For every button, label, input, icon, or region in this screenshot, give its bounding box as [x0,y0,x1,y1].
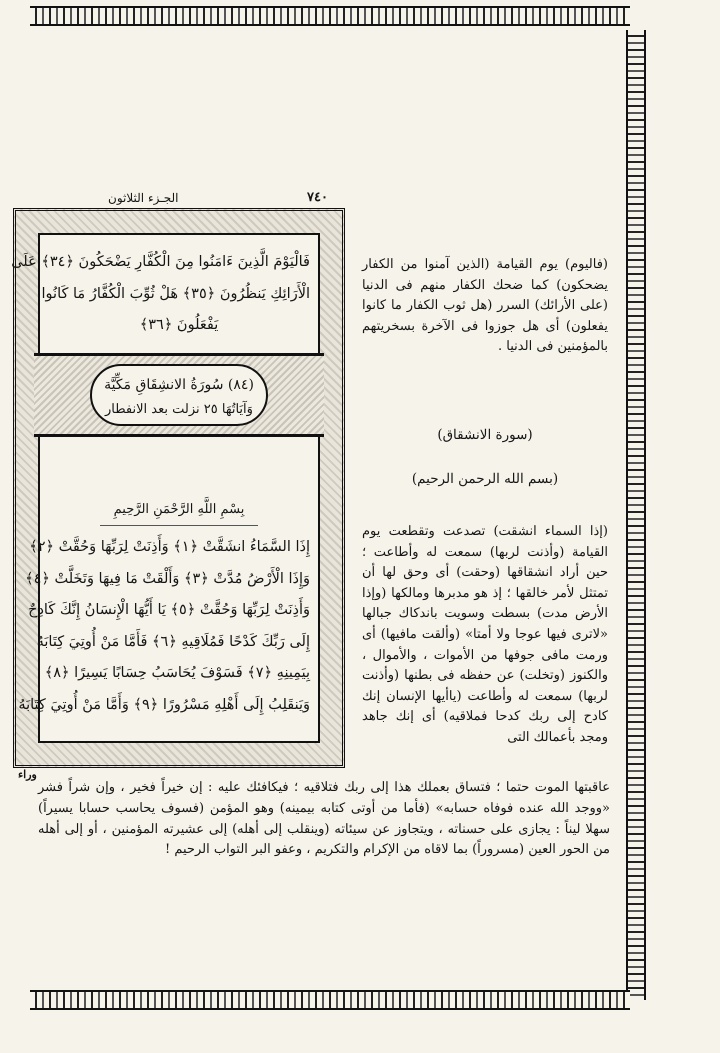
page-number: ٧٤٠ [307,190,328,205]
verse-line: إِلَى رَبِّكَ كَدْحًا فَمُلَاقِيهِ ﴿٦﴾ فَأَمَّا مَنْ أُوتِيَ كِتَابَهُ [36,633,310,650]
surah-meta: وَآيَاتُهَا ٢٥ نزلت بعد الانفطار [105,402,253,417]
surah-banner [34,353,324,437]
bottom-border-ornament [30,990,630,1010]
verse-line: وَأَذِنَتْ لِرَبِّهَا وَحُقَّتْ ﴿٥﴾ يَا أَيُّهَا الْإِنسَانُ إِنَّكَ كَادِحٌ [28,602,310,618]
commentary-top-paragraph: (فاليوم) يوم القيامة (الذين آمنوا من الكفار يضحكون) كما ضحك الكفار منهم فى الدنيا (على الأرائك) السرر (هل ثوب الكفار ما كانوا يفعلون) أى هل جوزوا فى الآخرة بسخريتهم بالمؤمنين فى الدنيا . [362,257,608,355]
verse-line: يَفْعَلُونَ ﴿٣٦﴾ [139,317,219,333]
verse-line: وَإِذَا الْأَرْضُ مُدَّتْ ﴿٣﴾ وَأَلْقَتْ مَا فِيهَا وَتَخَلَّتْ ﴿٤﴾ [25,570,310,587]
quran-previous-surah-ending [11,247,318,342]
verse-line: الْأَرَائِكِ يَنظُرُونَ ﴿٣٥﴾ هَلْ ثُوِّبَ الْكُفَّارُ مَا كَانُوا [41,285,310,302]
verse-line: فَالْيَوْمَ الَّذِينَ ءَامَنُوا مِنَ الْكُفَّارِ يَضْحَكُونَ ﴿٣٤﴾ عَلَى [11,254,310,270]
quran-surah-opening [18,495,318,721]
quran-inner-panel [11,233,320,743]
surah-cartouche [90,364,268,426]
juz-name: الجـزء الثلاثون [108,191,179,205]
commentary-body-paragraph: (إذا السماء انشقت) تصدعت وتقطعت يوم القيامة (وأذنت لربها) سمعت له وأطاعت ؛ حين أراد انشقاقها (وحقت) أى وحق لها أن تمتثل لأمر خالقها ؛ إذ هو مدبرها ومالكها (وإذا الأرض مدت) بسطت وسويت باندكاك جبالها «لاترى فيها عوجا ولا أمتا» (وألقت مافيها) أى ورمت مافى جوفها من الأموات ، والأموال ، والكنوز (وتخلت) عن حفظه فى بطنها (وأذنت لربها) سمعت له وأطاعت (ياأيها الإنسان إنك كادح إلى ربك كدحا فملاقيه) أى إنك جاهد ومجد بأعمالك التى [362,524,608,745]
catchword: وراء [18,768,37,781]
running-head [28,190,348,208]
quran-frame [13,208,345,768]
top-border-ornament [30,6,630,26]
commentary-surah-heading: (سورة الانشقاق) [437,427,533,443]
right-border-ornament [626,30,646,1000]
surah-title: (٨٤) سُورَةُ الانشِقَاقِ مَكِّيَّة [104,377,254,393]
quran-basmala: بِسْمِ اللَّهِ الرَّحْمَنِ الرَّحِيمِ [100,495,258,526]
verse-line: وَيَنقَلِبُ إِلَى أَهْلِهِ مَسْرُورًا ﴿٩﴾ وَأَمَّا مَنْ أُوتِيَ كِتَابَهُ [18,696,310,713]
commentary-basmala: (بسم الله الرحمن الرحيم) [411,471,559,487]
verse-line: إِذَا السَّمَاءُ انشَقَّتْ ﴿١﴾ وَأَذِنَتْ لِرَبِّهَا وَحُقَّتْ ﴿٢﴾ [29,539,310,555]
verse-line: بِيَمِينِهِ ﴿٧﴾ فَسَوْفَ يُحَاسَبُ حِسَابًا يَسِيرًا ﴿٨﴾ [44,665,310,681]
commentary-continuation: عاقبتها الموت حتما ؛ فتساق بعملك هذا إلى ربك فتلاقيه ؛ فيكافئك عليه : إن خيراً فخير ، وإن شراً فشر «ووجد الله عنده فوفاه حسابه» (فأما من أوتى كتابه بيمينه) وهو المؤمن (فسوف يحاسب حسابا يسيراً) سهلا ليناً : يجازى على حسناته ، ويتجاوز عن سيئاته (وينقلب إلى أهله) إلى عشيرته المؤمنين ، أو إلى أهله من الحور العين (مسروراً) بما لاقاه من الإكرام والتكريم ، وعفو البر التواب الرحيم ! [38,780,610,858]
